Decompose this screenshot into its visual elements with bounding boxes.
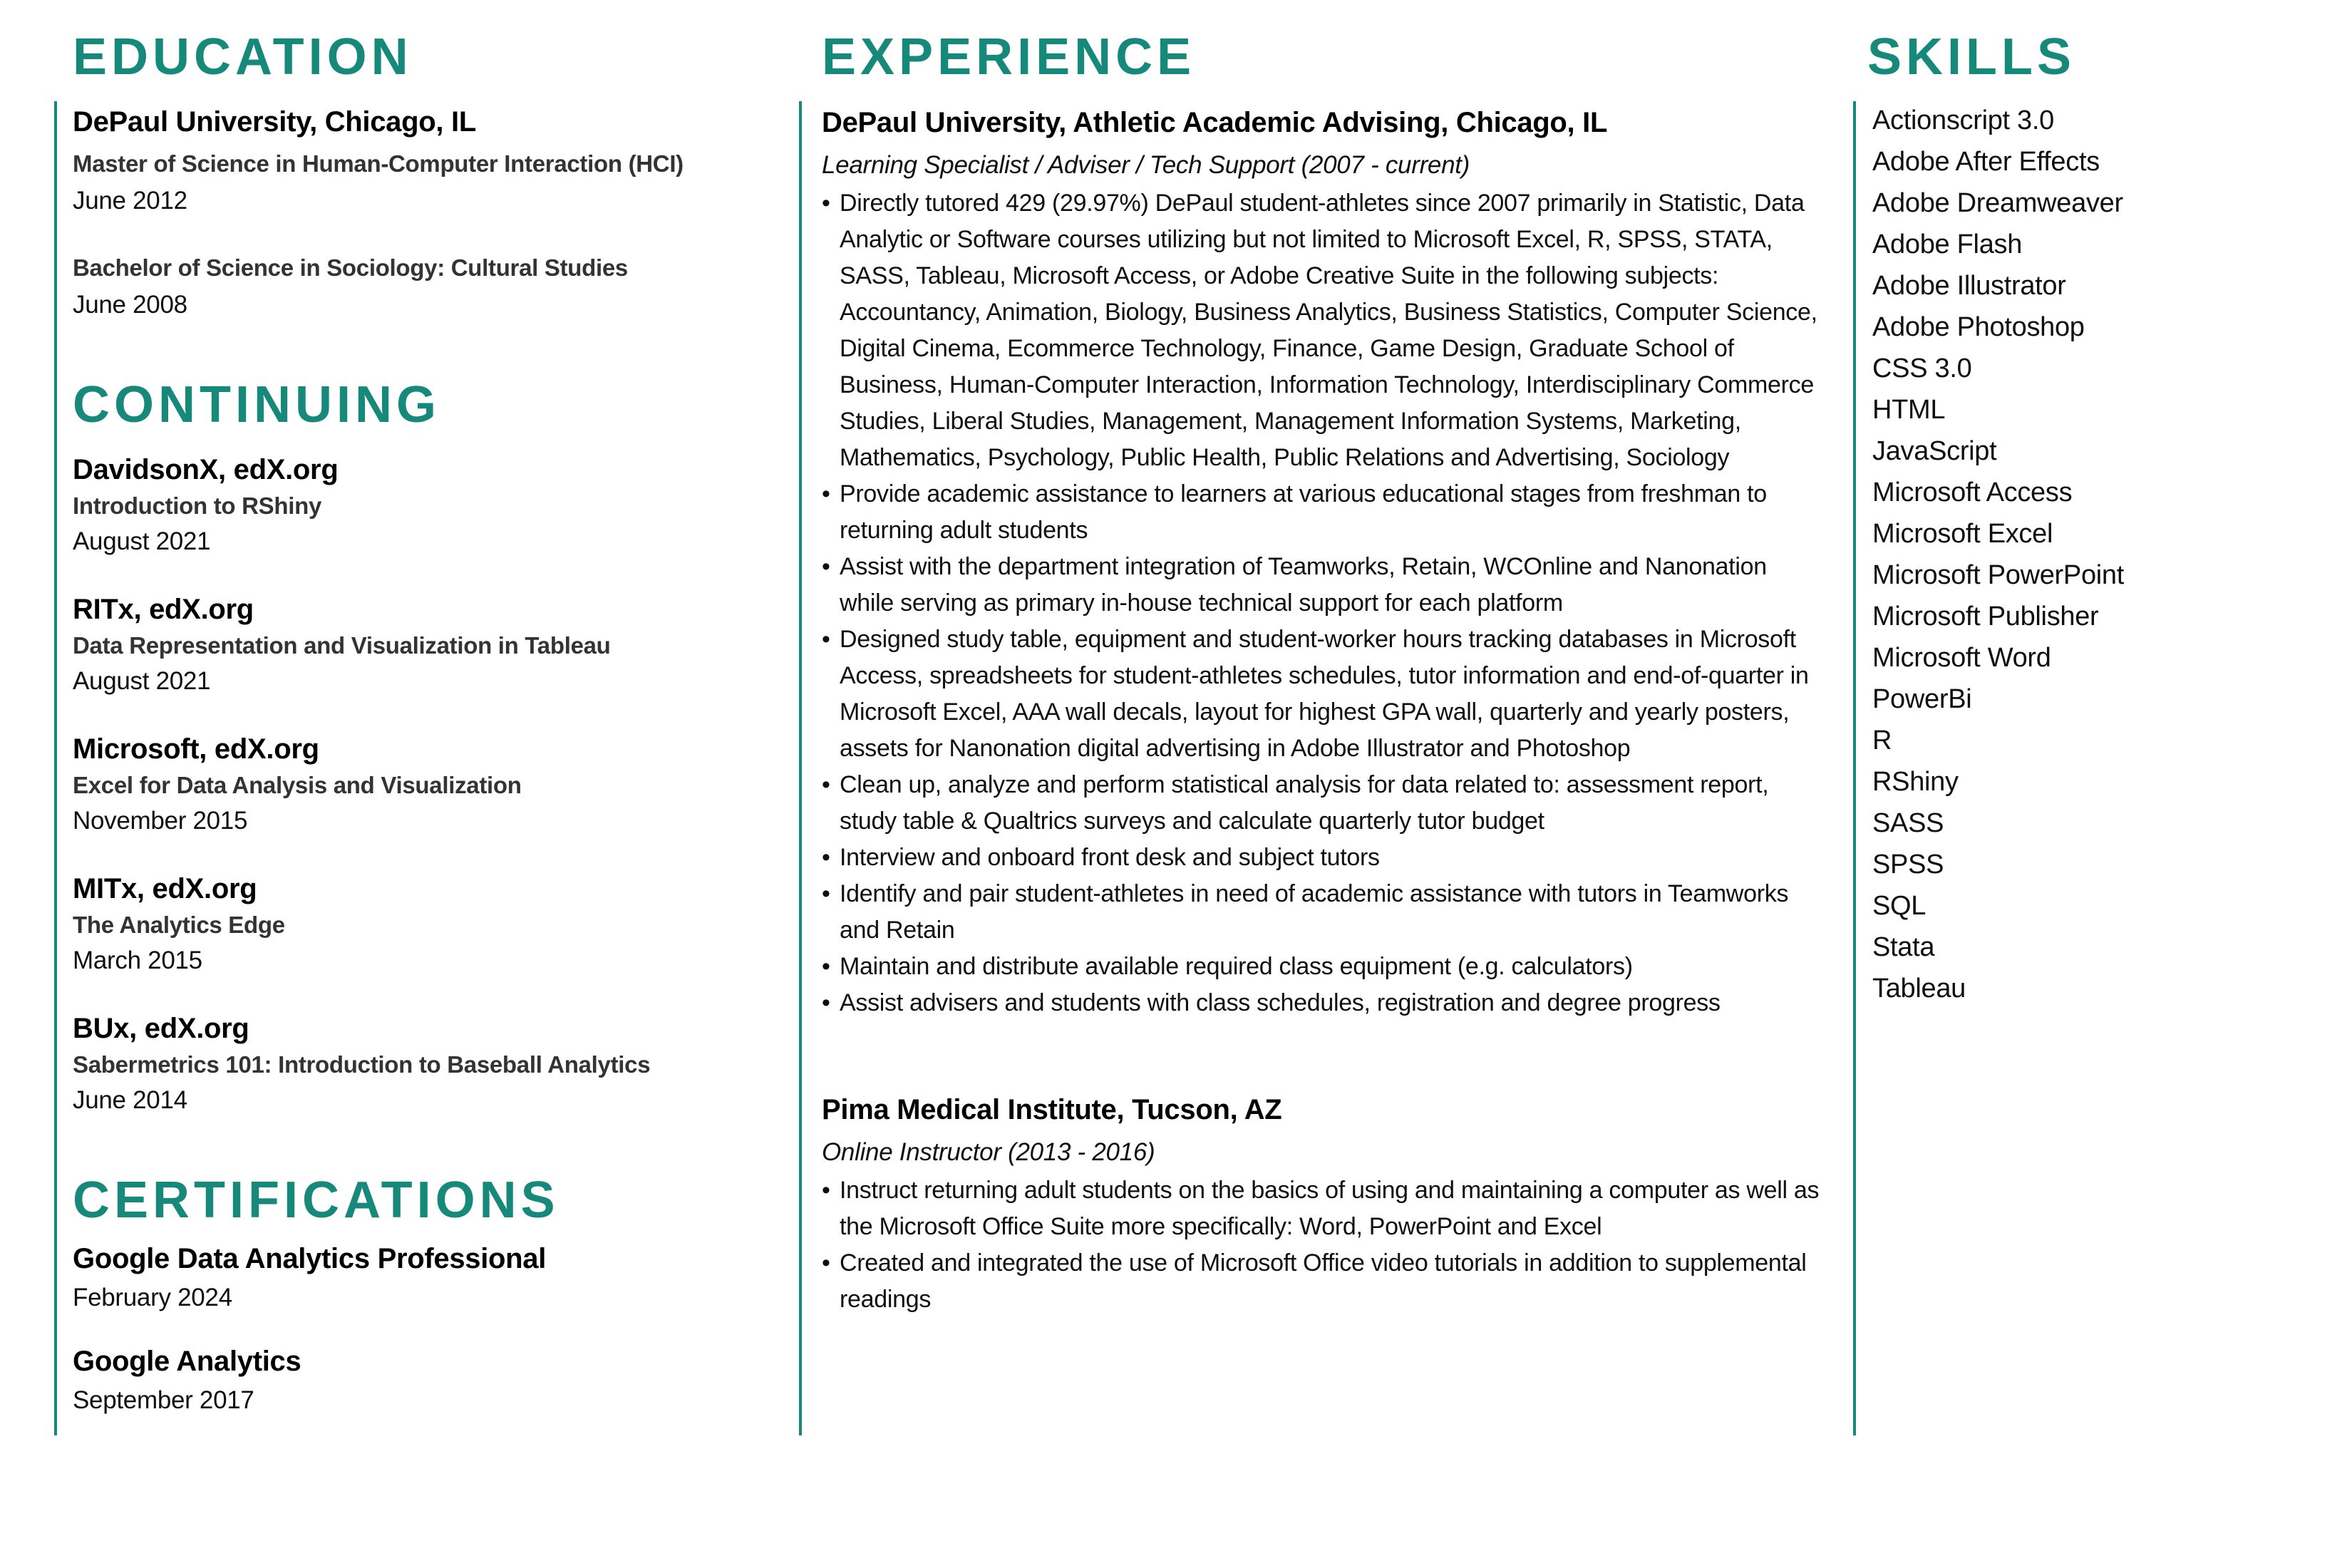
education-section-heading: EDUCATION (73, 29, 413, 86)
skill-item: SASS (1872, 808, 1944, 838)
certifications-section-heading: CERTIFICATIONS (73, 1171, 559, 1229)
skill-item: Adobe Dreamweaver (1872, 187, 2123, 218)
course-date: August 2021 (73, 527, 211, 555)
skill-item: R (1872, 725, 1892, 755)
course-name: Data Representation and Visualization in Tableau (73, 631, 611, 659)
skills-section-heading: SKILLS (1867, 29, 2076, 86)
certification-name: Google Analytics (73, 1346, 301, 1378)
job-bullet: • Created and integrated the use of Microsoft Office video tutorials in addition to supplemental readings (822, 1245, 1820, 1318)
skill-item: Microsoft Access (1872, 477, 2073, 507)
skill-item: Microsoft PowerPoint (1872, 559, 2125, 590)
job-company: DePaul University, Athletic Academic Advising, Chicago, IL (822, 106, 1608, 138)
job-bullet: • Instruct returning adult students on the basics of using and maintaining a computer as well as the Microsoft Office Suite more specifically: Word, PowerPoint and Excel (822, 1172, 1820, 1245)
education-school-name: DePaul University, Chicago, IL (73, 105, 476, 138)
job-bullet: • Provide academic assistance to learners at various educational stages from freshman to returning adult students (822, 476, 1820, 549)
degree-date: June 2008 (73, 290, 187, 319)
job-bullet: • Designed study table, equipment and student-worker hours tracking databases in Microsoft Access, spreadsheets for student-athletes schedules, tutor information and end-of-quarter in Microsoft Excel, AAA wall decals, layout for highest GPA wall, quarterly and yearly posters, assets for Nanonation digital advertising in Adobe Illustrator and Photoshop (822, 621, 1820, 767)
job-bullet-list (822, 1172, 1820, 1318)
course-name: Excel for Data Analysis and Visualization (73, 771, 522, 798)
skill-item: Adobe Flash (1872, 229, 2023, 259)
course-date: March 2015 (73, 946, 202, 974)
skill-item: Adobe Illustrator (1872, 270, 2066, 301)
job-bullet: • Identify and pair student-athletes in need of academic assistance with tutors in Teamworks and Retain (822, 876, 1820, 949)
course-provider: MITx, edX.org (73, 872, 257, 904)
skills-list (1872, 100, 2309, 1009)
job-bullet: • Assist with the department integration of Teamworks, Retain, WCOnline and Nanonation while serving as primary in-house technical support for each platform (822, 549, 1820, 621)
continuing-section-heading: CONTINUING (73, 376, 440, 433)
certification-date: September 2017 (73, 1386, 254, 1415)
course-provider: Microsoft, edX.org (73, 733, 319, 765)
certification-name: Google Data Analytics Professional (73, 1243, 547, 1275)
job-role: Online Instructor (2013 - 2016) (822, 1138, 1155, 1166)
skill-item: SQL (1872, 890, 1927, 921)
course-name: Introduction to RShiny (73, 492, 322, 519)
course-name: Sabermetrics 101: Introduction to Baseball Analytics (73, 1051, 651, 1078)
skill-item: PowerBi (1872, 684, 1972, 714)
job-bullet: • Maintain and distribute available required class equipment (e.g. calculators) (822, 949, 1820, 985)
degree-name: Bachelor of Science in Sociology: Cultural Studies (73, 254, 628, 281)
skill-item: Microsoft Publisher (1872, 601, 2099, 631)
course-provider: RITx, edX.org (73, 593, 254, 625)
course-date: August 2021 (73, 666, 211, 695)
course-date: November 2015 (73, 806, 248, 835)
right-column-divider (1853, 101, 1856, 1435)
left-column-divider (54, 101, 57, 1435)
course-provider: BUx, edX.org (73, 1012, 249, 1044)
course-name: The Analytics Edge (73, 911, 285, 938)
skill-item: CSS 3.0 (1872, 353, 1972, 383)
skills-column (1867, 30, 2309, 1009)
job-bullet: • Directly tutored 429 (29.97%) DePaul student-athletes since 2007 primarily in Statistic, Data Analytic or Software courses utilizing but not limited to Microsoft Excel, R, SPSS, STATA, SASS, Tableau, Microsoft Access, or Adobe Creative Suite in the following subjects: Accountancy, Animation, Biology, Business Analytics, Business Statistics, Computer Science, Digital Cinema, Ecommerce Technology, Finance, Game Design, Graduate School of Business, Human-Computer Interaction, Information Technology, Interdisciplinary Commerce Studies, Liberal Studies, Management, Management Information Systems, Marketing, Mathematics, Psychology, Public Health, Public Relations and Advertising, Sociology (822, 185, 1820, 476)
certification-date: February 2024 (73, 1284, 232, 1312)
skill-item: Microsoft Excel (1872, 518, 2053, 549)
course-provider: DavidsonX, edX.org (73, 453, 339, 485)
degree-date: June 2012 (73, 186, 187, 215)
degree-name: Master of Science in Human-Computer Interaction (HCI) (73, 150, 684, 177)
skill-item: RShiny (1872, 766, 1959, 797)
middle-column-divider (799, 101, 802, 1435)
skill-item: HTML (1872, 394, 1946, 425)
skill-item: JavaScript (1872, 435, 1997, 466)
skill-item: Adobe Photoshop (1872, 311, 2085, 342)
experience-column (822, 30, 1820, 1318)
job-bullet-list (822, 185, 1820, 1021)
skill-item: SPSS (1872, 849, 1944, 880)
skill-item: Stata (1872, 932, 1935, 962)
course-date: June 2014 (73, 1085, 187, 1114)
job-bullet: • Interview and onboard front desk and subject tutors (822, 840, 1820, 876)
skill-item: Adobe After Effects (1872, 146, 2100, 177)
experience-section-heading: EXPERIENCE (822, 29, 1196, 86)
job-bullet: • Clean up, analyze and perform statistical analysis for data related to: assessment report, study table & Qualtrics surveys and calculate quarterly tutor budget (822, 767, 1820, 840)
skill-item: Tableau (1872, 973, 1966, 1004)
job-role: Learning Specialist / Adviser / Tech Support (2007 - current) (822, 150, 1470, 179)
skill-item: Microsoft Word (1872, 642, 2051, 673)
skill-item: Actionscript 3.0 (1872, 105, 2054, 135)
job-company: Pima Medical Institute, Tucson, AZ (822, 1093, 1282, 1125)
left-column (73, 30, 785, 1416)
job-bullet: • Assist advisers and students with class schedules, registration and degree progress (822, 985, 1820, 1021)
